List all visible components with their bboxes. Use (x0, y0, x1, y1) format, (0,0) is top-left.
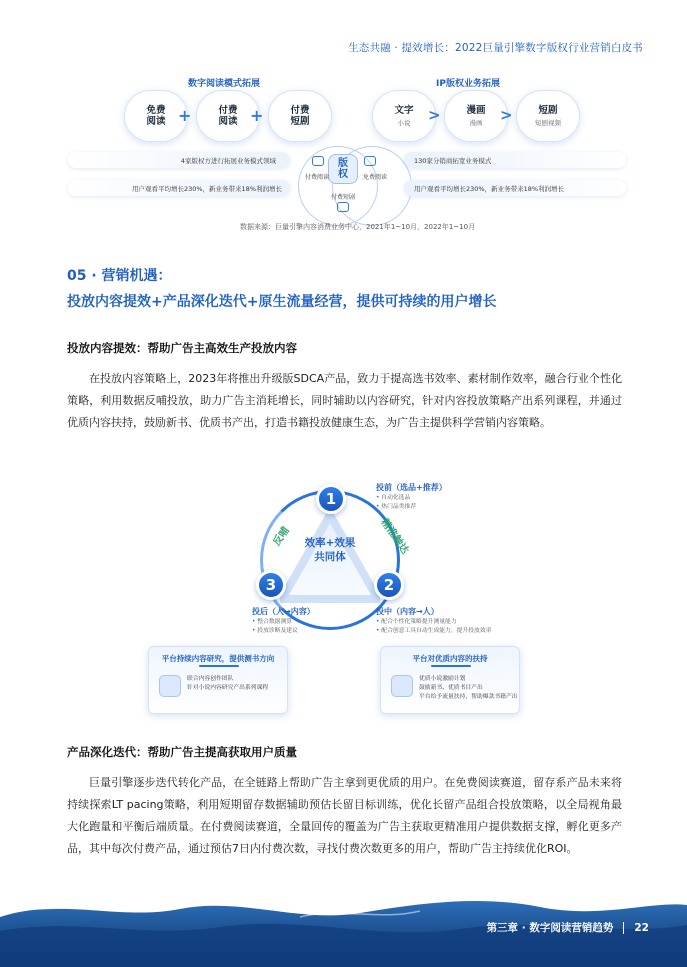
card-text (187, 675, 268, 693)
chevron-right-icon: > (428, 106, 441, 124)
badge-icon (391, 675, 413, 697)
footer-separator (623, 922, 624, 934)
section-number: 05 · 营销机遇： (67, 268, 172, 284)
band-text: 用户观看平均增长230%，新业务带来18%利润增长 (414, 184, 565, 193)
left-band-1 (68, 152, 290, 168)
step3-title: 投后（人→内容） (252, 607, 315, 616)
pill-short-drama (516, 90, 580, 142)
step1-item: • 热门品类推荐 (376, 503, 416, 512)
node-2: 2 (374, 570, 404, 600)
step1-title: 投前（选品+推荐） (376, 483, 447, 492)
step2-title: 投中（内容→人） (376, 607, 439, 616)
step1-list (376, 494, 416, 512)
node-3: 3 (256, 570, 286, 600)
left-group-title: 数字阅读模式拓展 (188, 79, 261, 89)
chat-icon (312, 156, 324, 166)
plus-icon: + (178, 106, 192, 125)
pill-sublabel: 小说 (397, 119, 411, 127)
pill-label: 免费 阅读 (146, 105, 166, 127)
pill-paid-short-drama (268, 90, 332, 142)
step2-item: • 配合创意工具自动生成能力，提升投放效率 (376, 627, 491, 636)
page-number: 22 (634, 921, 649, 934)
card-line-text: 鼓励新书、优质书目产出 (419, 685, 483, 691)
pill-text (372, 90, 436, 142)
band-text: 4家版权方进行拓展业务模式领域 (180, 156, 276, 165)
footer-chapter: 第三章 · 数字阅读营销趋势 (486, 922, 614, 934)
card-divider (431, 665, 471, 667)
chat-icon (364, 156, 376, 166)
step3-list (252, 618, 298, 636)
pill-label: 付费 阅读 (218, 105, 238, 127)
right-group-title: IP版权业务拓展 (436, 79, 500, 89)
venn-label-paid-drama: 付费短剧 (330, 194, 355, 201)
document-icon (159, 675, 181, 697)
pill-label: 付费 短剧 (290, 105, 310, 127)
card-divider (199, 665, 239, 667)
band-text: 用户观看平均增长230%，新业务带来18%利润增长 (131, 184, 282, 193)
pill-label: 文字 (394, 105, 414, 116)
venn-label-paid-reading: 付费阅读 (304, 174, 329, 181)
step2-list (376, 618, 491, 636)
card-quality-support (380, 646, 520, 714)
step3-item: • 整合数据测算 (252, 618, 298, 627)
pill-sublabel: 短剧视频 (535, 119, 561, 127)
plus-icon: + (250, 106, 264, 125)
card-title: 平台对优质内容的扶持 (412, 654, 488, 663)
source-note: 数据来源：巨量引擎内容消费业务中心，2021年1~10月，2022年1~10月 (240, 223, 476, 231)
business-model-diagram (60, 76, 630, 246)
core-label: 效率+效果 共同体 (304, 537, 356, 563)
pill-label: 短剧 (538, 105, 558, 116)
paragraph-1: 在投放内容策略上，2023年将推出升级版SDCA产品，致力于提高选书效率、素材制作效率，融合行业个性化策略，利用数据反哺投放，助力广告主消耗增长，同时辅助以内容研究，针对内容投放策略产出系列课程，并通过优质内容扶持，鼓励新书、优质书产出，打造书籍投放健康生态，为广告主提供科学营销内容策略。 (67, 372, 622, 429)
footer (487, 920, 649, 935)
subsection-title-1: 投放内容提效：帮助广告主高效生产投放内容 (67, 341, 297, 355)
copyright-center-badge: 版 权 (328, 154, 358, 184)
step1-item: • 自动化选品 (376, 494, 416, 503)
right-band-2 (404, 180, 626, 196)
paragraph-2: 巨量引擎逐步迭代转化产品，在全链路上帮助广告主拿到更优质的用户。在免费阅读赛道，留存系产品未来将持续探索LT pacing策略，利用短期留存数据辅助预估长留目标训练，优化长留产品组合投放策略，以全局视角最大化跑量和平衡后端质量。在付费阅读赛道，全量回传的覆盖为广告主获取更精准用户提供数据支撑，孵化更多产品，其中每次付费产品，通过预估7日内付费次数，寻找付费次数更多的用户，帮助广告主持续优化ROI。 (67, 776, 622, 855)
cycle-diagram (140, 478, 550, 728)
step3-item: • 投放诊断及建议 (252, 627, 298, 636)
arc-label-precise-reach: 精准触达 (378, 517, 411, 557)
running-header: 生态共融 · 提效增长：2022巨量引擎数字版权行业营销白皮书 (348, 42, 643, 54)
card-line-text: 针对小说内容研究产出系列课程 (187, 685, 269, 691)
step2-item: • 配合个性化策略提升测量能力 (376, 618, 491, 627)
pill-sublabel: 漫画 (469, 119, 483, 127)
card-line-text: 优质小说激励计划 (419, 676, 466, 682)
left-band-2 (68, 180, 290, 196)
venn-label-free-reading: 免费阅读 (362, 174, 387, 181)
section-title: 投放内容提效+产品深化迭代+原生流量经营，提供可持续的用户增长 (67, 294, 497, 310)
pill-label: 漫画 (466, 105, 486, 116)
right-band-1 (404, 152, 626, 168)
node-1: 1 (316, 484, 346, 514)
arc-label-feedback: 反哺 (271, 525, 292, 548)
screen-icon (337, 202, 349, 212)
card-content-research (148, 646, 288, 714)
card-line-text: 平台给予流量扶持，帮助爆款书籍产出 (419, 694, 518, 700)
card-title: 平台持续内容研究，提供测书方向 (161, 654, 275, 663)
pill-comic (444, 90, 508, 142)
card-text (419, 675, 518, 702)
card-line-text: 联合内容创作团队 (187, 676, 234, 682)
band-text: 130家分销商拓宽业务模式 (414, 156, 492, 165)
chevron-right-icon: > (500, 106, 513, 124)
subsection-title-2: 产品深化迭代：帮助广告主提高获取用户质量 (67, 745, 297, 759)
